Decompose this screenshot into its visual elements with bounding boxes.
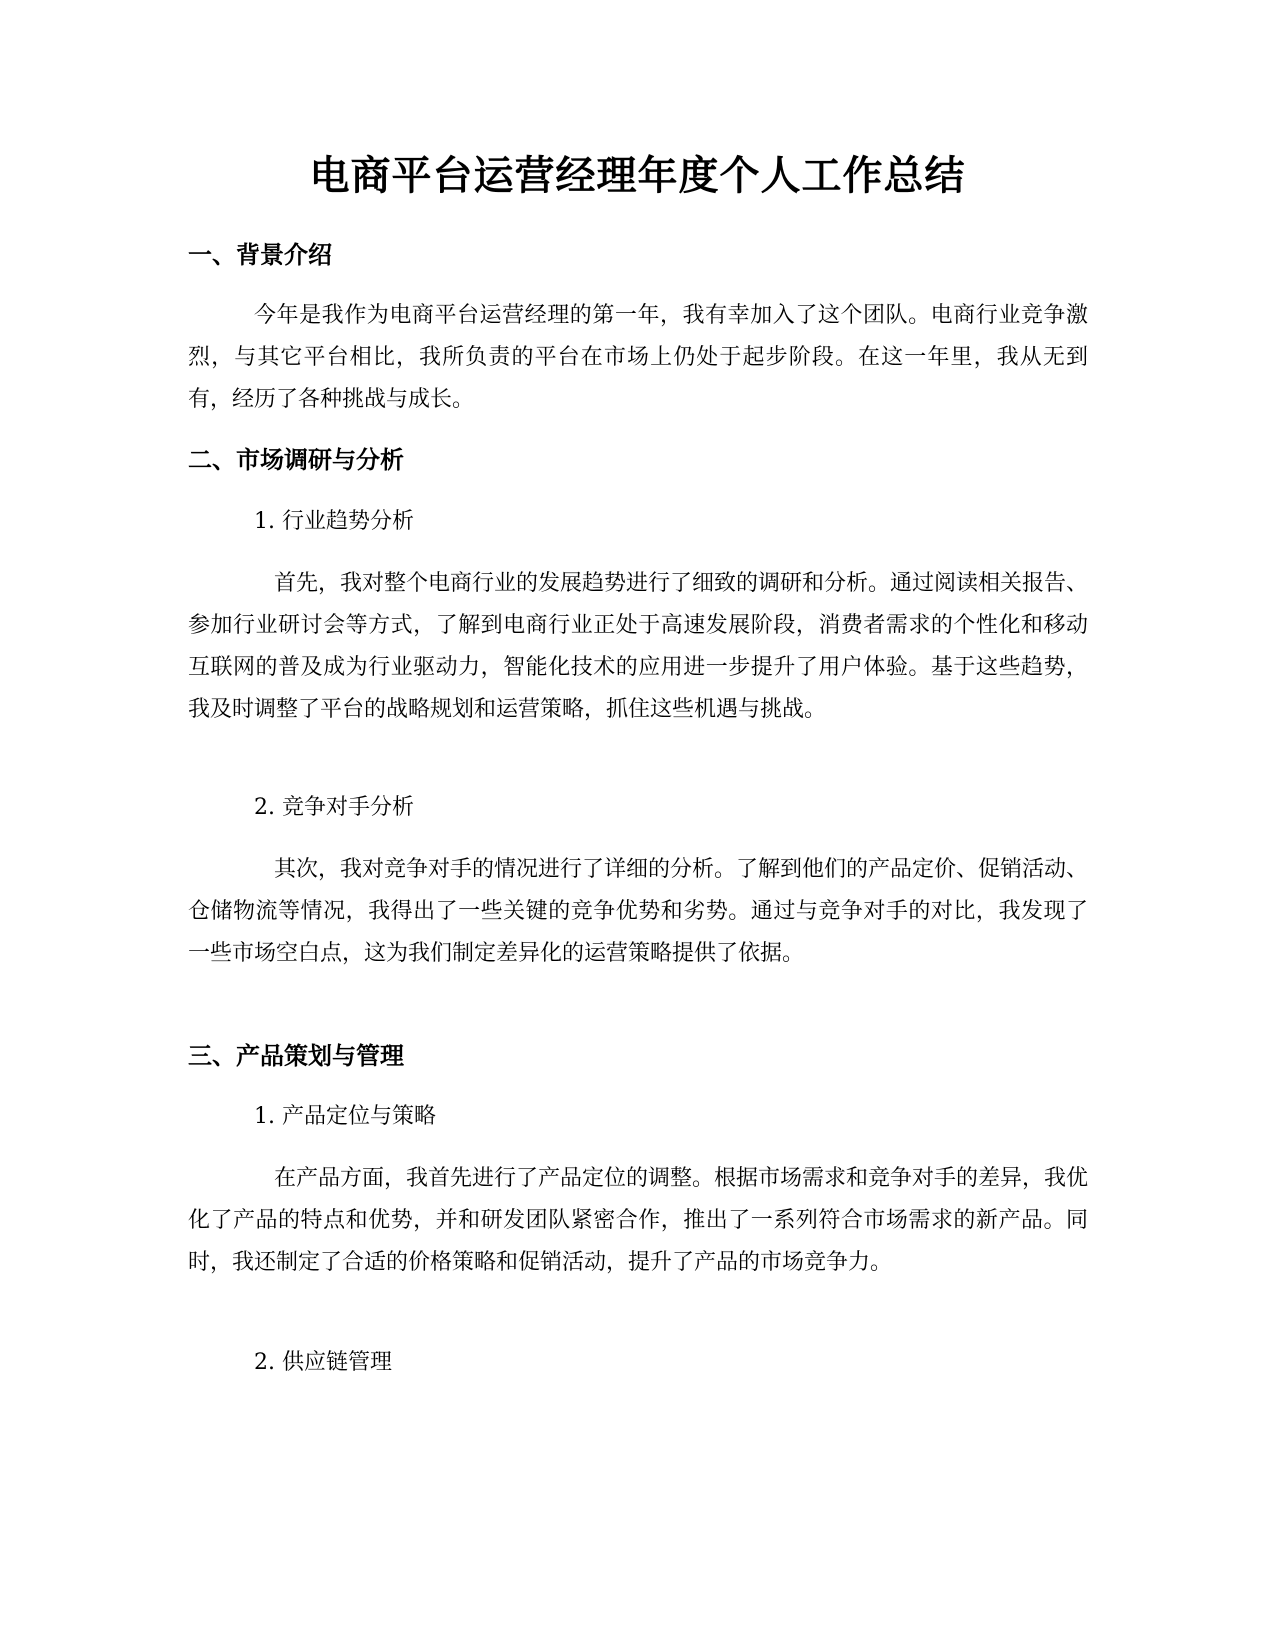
subheading-supply-chain: 2. 供应链管理: [254, 1350, 392, 1375]
subheading-industry-trend: 1. 行业趋势分析: [254, 509, 414, 534]
section-heading-product-planning: 三、产品策划与管理: [188, 1042, 404, 1070]
paragraph-industry-trend: 首先，我对整个电商行业的发展趋势进行了细致的调研和分析。通过阅读相关报告、参加行业研讨会等方式，了解到电商行业正处于高速发展阶段，消费者需求的个性化和移动互联网的普及成为行业驱动力，智能化技术的应用进一步提升了用户体验。基于这些趋势，我及时调整了平台的战略规划和运营策略，抓住这些机遇与挑战。: [188, 571, 1089, 722]
paragraph-product-positioning: 在产品方面，我首先进行了产品定位的调整。根据市场需求和竞争对手的差异，我优化了产品的特点和优势，并和研发团队紧密合作，推出了一系列符合市场需求的新产品。同时，我还制定了合适的价格策略和促销活动，提升了产品的市场竞争力。: [188, 1166, 1089, 1275]
paragraph-background: 今年是我作为电商平台运营经理的第一年，我有幸加入了这个团队。电商行业竞争激烈，与其它平台相比，我所负责的平台在市场上仍处于起步阶段。在这一年里，我从无到有，经历了各种挑战与成长。: [188, 303, 1088, 412]
document-title: 电商平台运营经理年度个人工作总结: [309, 153, 966, 199]
subheading-product-positioning: 1. 产品定位与策略: [254, 1104, 436, 1129]
paragraph-competitor-analysis: 其次，我对竞争对手的情况进行了详细的分析。了解到他们的产品定价、促销活动、仓储物流等情况，我得出了一些关键的竞争优势和劣势。通过与竞争对手的对比，我发现了一些市场空白点，这为我们制定差异化的运营策略提供了依据。: [188, 857, 1089, 966]
section-heading-market-research: 二、市场调研与分析: [188, 446, 404, 474]
section-heading-background: 一、背景介绍: [188, 241, 332, 269]
subheading-competitor-analysis: 2. 竞争对手分析: [254, 795, 414, 820]
